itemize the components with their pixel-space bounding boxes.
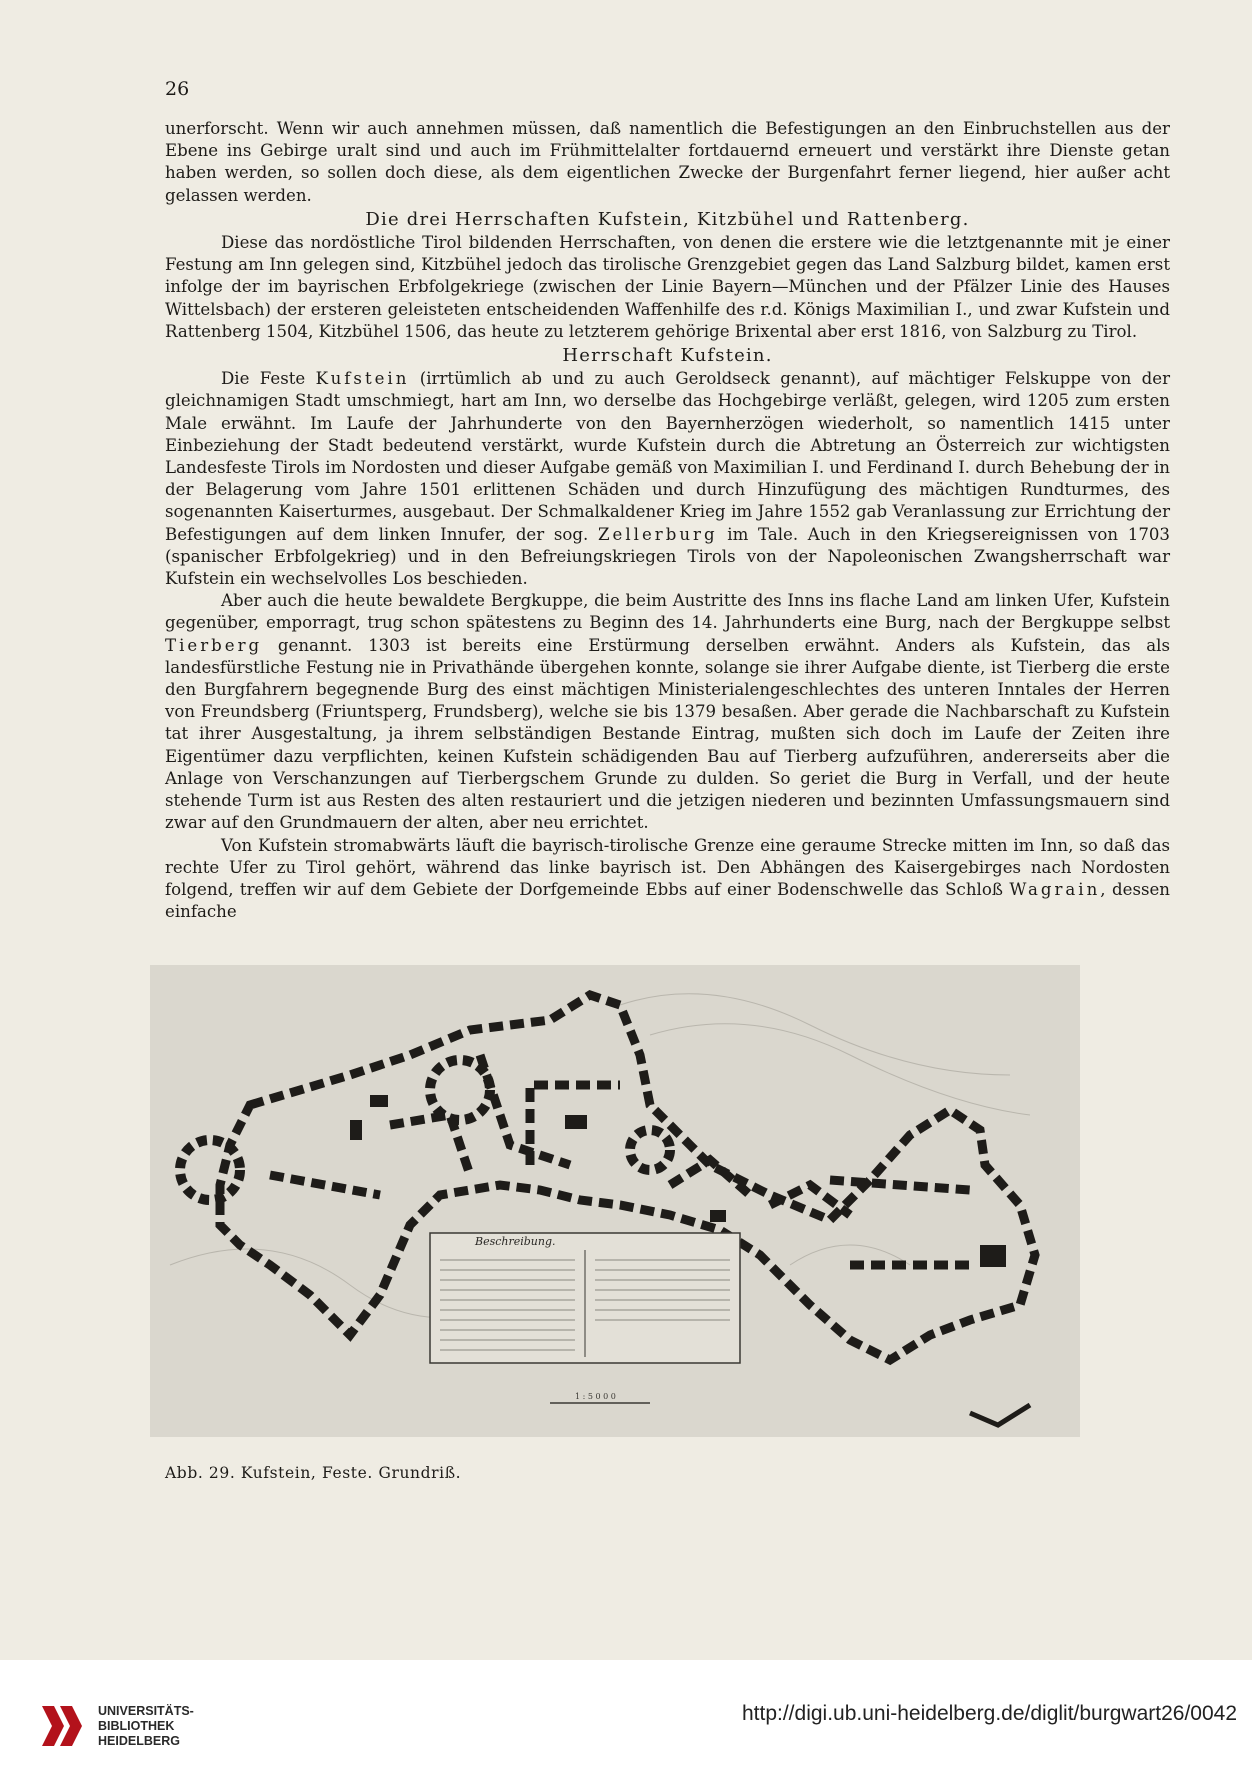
footer-bar <box>0 1660 1252 1775</box>
legend-title: Beschreibung. <box>475 1235 556 1248</box>
emphasis-kufstein: Kufstein <box>315 369 410 389</box>
paragraph-intro: unerforscht. Wenn wir auch annehmen müssen, daß namentlich die Befestigungen an den Einbruchstellen aus der Ebene ins Gebirge uralt sind und auch im Frühmittelalter fortdauernd erneuert und verstärkt ihre Dienste getan haben werden, so sollen doch diese, als dem eigentlichen Zwecke der Burgenfahrt ferner liegend, hier außer acht gelassen werden. <box>165 119 1170 205</box>
paragraph-kufstein <box>165 368 1170 590</box>
permalink-url[interactable]: http://digi.ub.uni-heidelberg.de/diglit/burgwart26/0042 <box>741 1702 1237 1725</box>
university-library-logo-icon <box>38 1700 90 1752</box>
paragraph-herrschaften: Diese das nordöstliche Tirol bildenden Herrschaften, von denen die erstere wie die letztgenannte mit je einer Festung am Inn gelegen sind, Kitzbühel jedoch das tirolische Grenzgebiet gegen das Land Salzburg bildet, kamen erst infolge der im bayrischen Erbfolgekriege (zwischen der Linie Bayern—München und der Pfälzer Linie des Hauses Wittelsbach) der ersteren geleisteten entscheidenden Waffenhilfe des r.d. Königs Maximilian I., und zwar Kufstein und Rattenberg 1504, Kitzbühel 1506, das heute zu letzterem gehörige Brixental aber erst 1816, von Salzburg zu Tirol. <box>165 233 1170 341</box>
library-name <box>98 1704 194 1749</box>
figure-caption: Abb. 29. Kufstein, Feste. Grundriß. <box>165 1464 462 1482</box>
fortress-plan-figure <box>150 965 1080 1437</box>
emphasis-zellerburg: Zellerburg <box>598 524 718 544</box>
paragraph-tierberg-start: Aber auch die heute bewaldete Bergkuppe, die beim Austritte des Inns ins flache Land am linken Ufer, Kufstein gegenüber, emporragt, trug schon spätestens zu Beginn des 14. Jahrhunderts eine Burg, nach der Bergkuppe selbst <box>165 591 1170 633</box>
paragraph-kufstein-start: Die Feste <box>221 369 316 389</box>
plan-legend <box>430 1233 740 1363</box>
scale-label: 1 : 5 0 0 0 <box>575 1392 616 1401</box>
body-text <box>165 118 1170 923</box>
page-number: 26 <box>165 78 190 100</box>
paragraph-kufstein-end: im Tale. Auch in den Kriegsereignissen von 1703 (spanischer Erbfolgekrieg) und in den Befreiungskriegen Tirols von der Napoleonischen Zwangsherrschaft war Kufstein ein wechselvolles Los beschieden. <box>165 524 1170 589</box>
paragraph-tierberg-end: genannt. 1303 ist bereits eine Erstürmung derselben erwähnt. Anders als Kufstein, das als landesfürstliche Festung nie in Privathände übergehen konnte, solange sie ihrer Aufgabe diente, ist Tierberg die erste den Burgfahrern begegnende Burg des einst mächtigen Ministerialengeschlechtes des unteren Inntales der Herren von Freundsberg (Friuntsperg, Frundsberg), welche sie bis 1379 besaßen. Aber gerade die Nachbarschaft zu Kufstein tat ihrer Ausgestaltung, ja ihrem selbständigen Bestande Eintrag, mußten sich doch im Laufe der Zeiten ihre Eigentümer dazu verpflichten, keinen Kufstein schädigenden Bau auf Tierberg aufzuführen, andererseits aber die Anlage von Verschanzungen auf Tierbergschem Grunde zu dulden. So geriet die Burg in Verfall, und der heute stehende Turm ist aus Resten des alten restauriert und die jetzigen niederen und bezinnten Umfassungsmauern sind zwar auf den Grundmauern der alten, aber neu errichtet. <box>165 635 1170 833</box>
paragraph-kufstein-middle: (irrtümlich ab und zu auch Geroldseck genannt), auf mächtiger Felskuppe von der gleichnamigen Stadt umschmiegt, hart am Inn, wo derselbe das Hochgebirge verläßt, gelegen, wird 1205 zum ersten Male erwähnt. Im Laufe der Jahrhunderte von den Bayernherzögen wiederholt, so namentlich 1415 unter Einbeziehung der Stadt bedeutend verstärkt, wurde Kufstein durch die Abtretung an Österreich zur wichtigsten Landesfeste Tirols im Nordosten und dieser Aufgabe gemäß von Maximilian I. und Ferdinand I. durch Behebung der in der Belagerung vom Jahre 1501 erlittenen Schäden und durch Hinzufügung des mächtigen Rundturmes, des sogenannten Kaiserturmes, ausgebaut. Der Schmalkaldener Krieg im Jahre 1552 gab Veranlassung zur Errichtung der Befestigungen auf dem linken Innufer, der sog. <box>165 369 1170 544</box>
library-name-line-1: UNIVERSITÄTS- <box>98 1704 194 1718</box>
library-name-line-2: BIBLIOTHEK <box>98 1719 175 1733</box>
paragraph-wagrain-start: Von Kufstein stromabwärts läuft die bayrisch-tirolische Grenze eine geraume Strecke mitten im Inn, so daß das rechte Ufer zu Tirol gehört, während das linke bayrisch ist. Den Abhängen des Kaisergebirges nach Nordosten folgend, treffen wir auf dem Gebiete der Dorfgemeinde Ebbs auf einer Bodenschwelle das Schloß <box>165 835 1170 899</box>
paragraph-wagrain <box>165 835 1170 924</box>
emphasis-wagrain: Wagrain <box>1009 879 1101 899</box>
fortress-floor-plan <box>150 965 1080 1437</box>
paragraph-wagrain-end: , dessen einfache <box>165 879 1170 922</box>
emphasis-tierberg: Tierberg <box>165 635 263 655</box>
section-heading-herrschaften: Die drei Herrschaften Kufstein, Kitzbühel und Rattenberg. <box>365 208 970 230</box>
section-heading-kufstein: Herrschaft Kufstein. <box>562 345 773 367</box>
library-name-line-3: HEIDELBERG <box>98 1734 180 1748</box>
paragraph-tierberg <box>165 590 1170 834</box>
